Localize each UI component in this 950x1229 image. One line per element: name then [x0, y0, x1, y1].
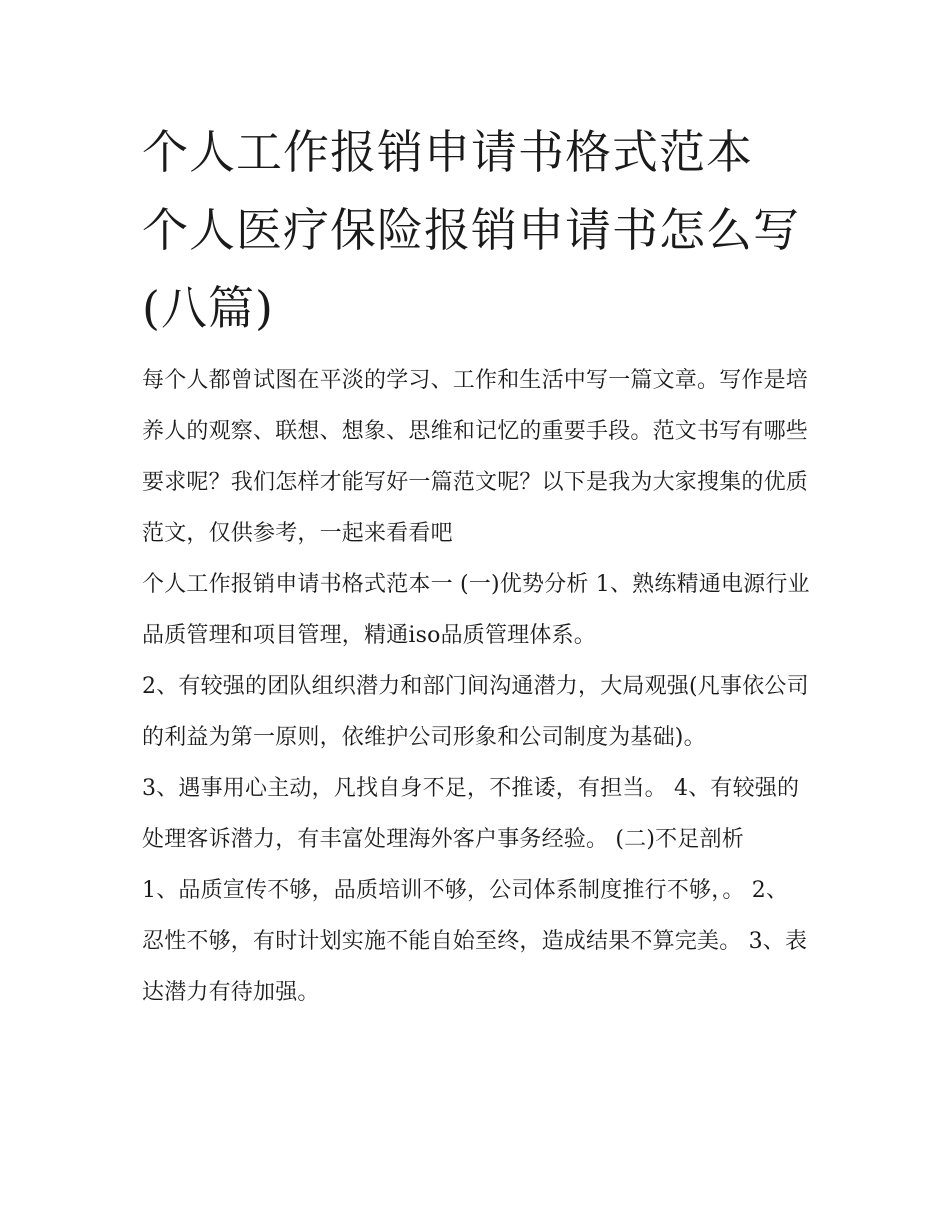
- paragraph-weaknesses: 1、品质宣传不够，品质培训不够，公司体系制度推行不够，。 2、忍性不够，有时计划实施不能自始至终，造成结果不算完美。 3、表达潜力有待加强。: [142, 878, 808, 1005]
- document-title: 个人工作报销申请书格式范本 个人医疗保险报销申请书怎么写(八篇): [142, 125, 800, 335]
- document-page: [142, 113, 810, 1018]
- paragraph-strengths-2: 2、有较强的团队组织潜力和部门间沟通潜力，大局观强(凡事依公司的利益为第一原则，依维护公司形象和公司制度为基础)。: [142, 674, 809, 750]
- paragraph-strengths-1: 个人工作报销申请书格式范本一 (一)优势分析 1、熟练精通电源行业品质管理和项目管理，精通iso品质管理体系。: [142, 572, 810, 648]
- paragraph-strengths-3: 3、遇事用心主动，凡找自身不足，不推诿，有担当。 4、有较强的处理客诉潜力，有丰富处理海外客户事务经验。 (二)不足剖析: [142, 776, 800, 852]
- paragraph-intro: 每个人都曾试图在平淡的学习、工作和生活中写一篇文章。写作是培养人的观察、联想、想象、思维和记忆的重要手段。范文书写有哪些要求呢？我们怎样才能写好一篇范文呢？以下是我为大家搜集的优质范文，仅供参考，一起来看看吧: [142, 368, 809, 546]
